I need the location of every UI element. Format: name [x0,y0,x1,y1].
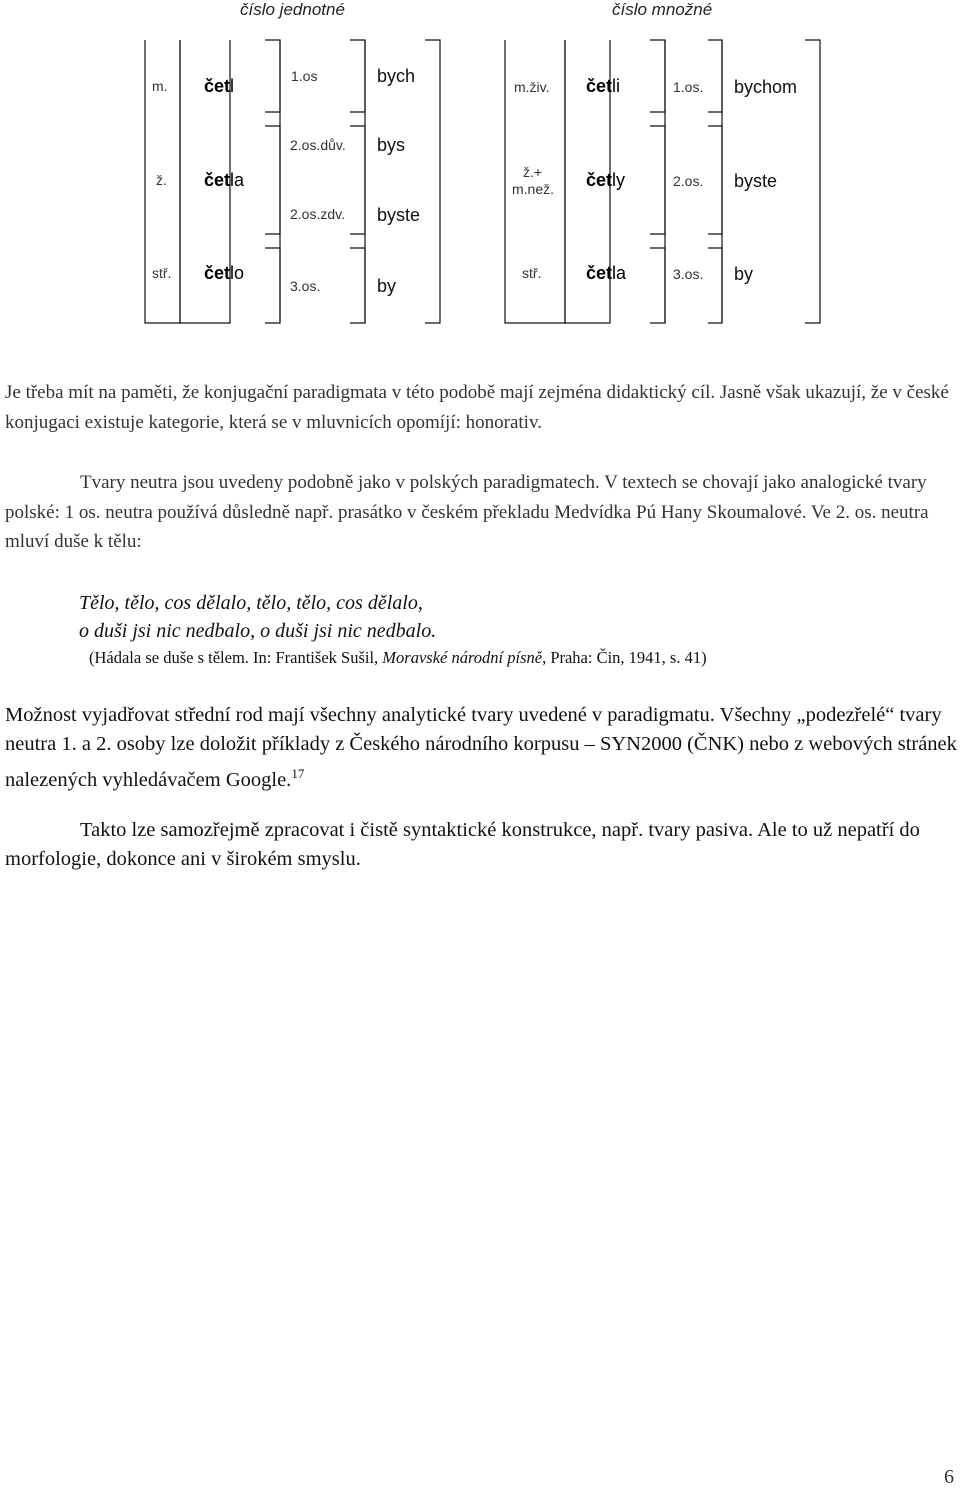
header-singular: číslo jednotné [240,0,345,19]
sg-aux-1: bych [377,66,416,86]
page-number: 6 [944,1466,954,1488]
poem-line-2: o duši jsi nic nedbalo, o duši jsi nic nedbalo. [79,620,437,642]
sg-aux-2a: bys [377,135,406,155]
diagram-lines [0,0,960,340]
paragraph-neutra: Tvary neutra jsou uvedeny podobně jako v polských paradigmatech. V textech se chovají jako analogické tvary polské: 1 os. neutra používá důsledně např. prasátko v českém překladu Medvídka Pú Hany Skoumalové. Ve 2. os. neutra mluví duše k tělu: [5,472,929,552]
paragraph-syntax: Takto lze samozřejmě zpracovat i čistě syntaktické konstrukce, např. tvary pasiva. Ale to už nepatří do morfologie, dokonce ani v širokém smyslu. [5,819,920,870]
pl-person-2: 2.os. [673,173,704,189]
header-plural: číslo množné [612,0,713,19]
paragraph-analytic: Možnost vyjadřovat střední rod mají všechny analytické tvary uvedené v paradigmatu. Všechny „podezřelé“ tvary neutra 1. a 2. osoby lze doložit příklady z Českého národního korpusu – SYN2000 (ČNK) nebo z webových stránek nalezených vyhledávačem Google.$^{17}$ [5,704,957,791]
pl-aux-3: by [734,264,754,284]
sg-form-n: četlo [204,263,245,283]
pl-form-n: četla [586,263,627,283]
poem-citation: (Hádala se duše s tělem. In: František Sušil, Moravské národní písně, Praha: Čin, 1941, s. 41) [89,648,707,667]
sg-aux-2b: byste [377,205,421,225]
pl-aux-2: byste [734,171,778,191]
paragraph-didactic: Je třeba mít na paměti, že konjugační paradigmata v této podobě mají zejména didaktický cíl. Jasně však ukazují, že v české konjugaci existuje kategorie, která se v mluvnicích opomíjí: honorativ. [5,382,949,433]
pl-aux-1: bychom [734,77,798,97]
sg-form-m: četl [204,76,235,96]
sg-person-1: 1.os [291,68,318,84]
pl-person-3: 3.os. [673,266,704,282]
sg-gender-f: ž. [156,172,167,188]
pl-gender-fa: ž.+ [523,164,543,180]
poem-line-1: Tělo, tělo, cos dělalo, tělo, tělo, cos dělalo, [79,592,423,614]
sg-aux-3: by [377,276,397,296]
pl-gender-m: m.živ. [514,79,550,95]
pl-form-f: četly [586,170,626,190]
sg-person-2b: 2.os.zdv. [290,206,345,222]
sg-gender-n: stř. [152,265,172,281]
pl-form-m: četli [586,76,621,96]
sg-person-2a: 2.os.dův. [290,137,346,153]
pl-gender-n: stř. [522,265,542,281]
sg-person-3: 3.os. [290,278,321,294]
pl-person-1: 1.os. [673,79,704,95]
sg-gender-m: m. [152,78,168,94]
conjugation-paradigm-diagram [0,0,960,340]
sg-form-f: četla [204,170,245,190]
footnote-ref: 17 [291,766,305,781]
pl-gender-fb: m.než. [512,181,555,197]
